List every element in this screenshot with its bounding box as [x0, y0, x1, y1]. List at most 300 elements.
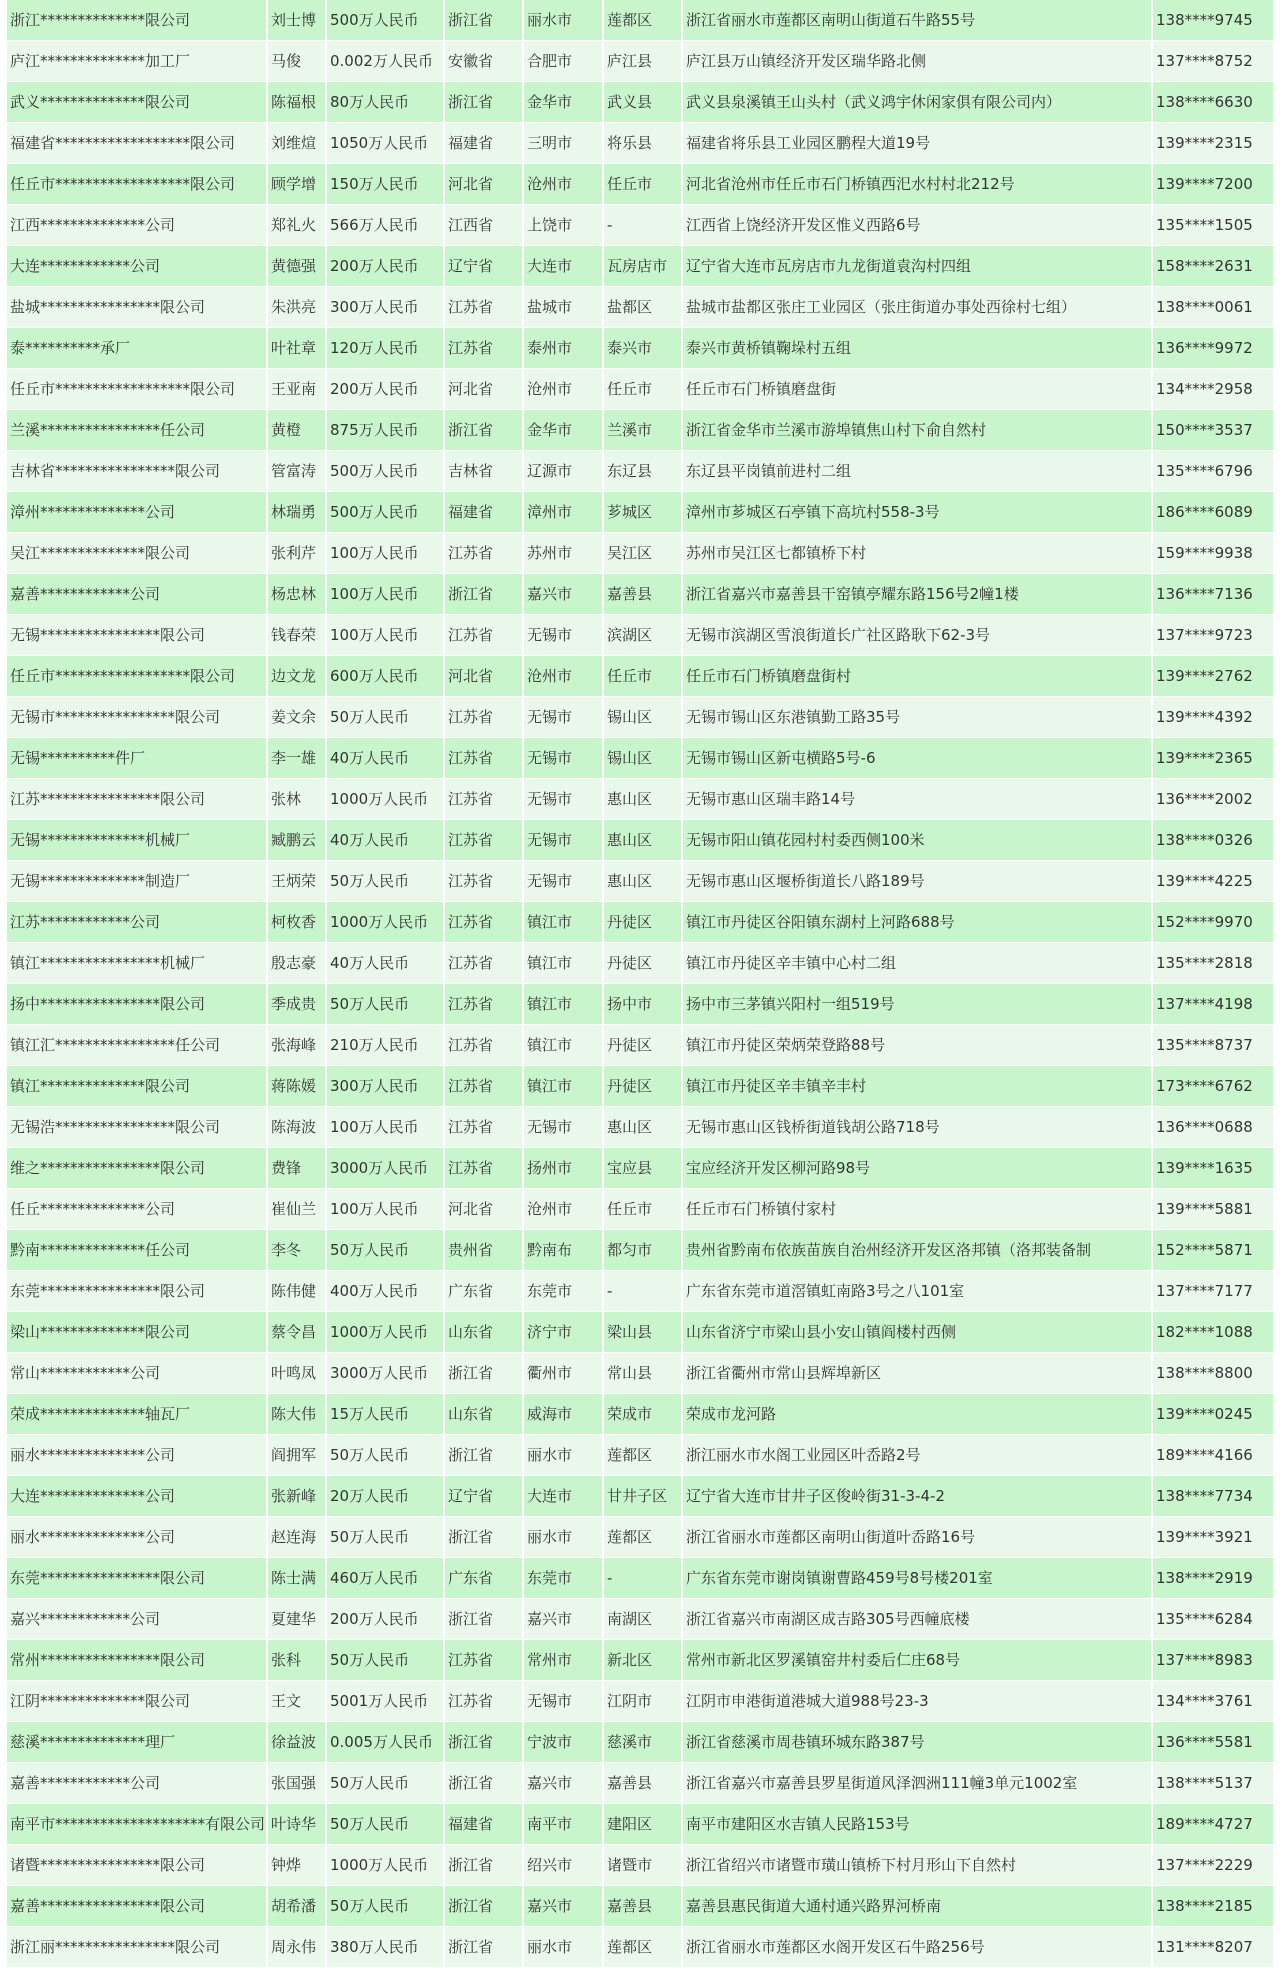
city-cell: 嘉兴市 — [524, 574, 604, 615]
registered-capital-cell: 50万人民币 — [327, 1435, 445, 1476]
table-row — [7, 369, 1273, 410]
company-name-cell: 武义**************限公司 — [7, 82, 268, 123]
district-cell: 新北区 — [604, 1640, 683, 1681]
province-cell: 河北省 — [445, 164, 524, 205]
phone-cell: 136****5581 — [1153, 1722, 1273, 1763]
company-name-cell: 无锡浩****************限公司 — [7, 1107, 268, 1148]
province-cell: 浙江省 — [445, 0, 524, 41]
company-name-cell: 江西**************公司 — [7, 205, 268, 246]
table-row — [7, 902, 1273, 943]
table-row — [7, 533, 1273, 574]
city-cell: 济宁市 — [524, 1312, 604, 1353]
phone-cell: 152****9970 — [1153, 902, 1273, 943]
province-cell: 浙江省 — [445, 574, 524, 615]
legal-representative-cell: 叶社章 — [268, 328, 327, 369]
legal-representative-cell: 陈福根 — [268, 82, 327, 123]
province-cell: 浙江省 — [445, 1763, 524, 1804]
legal-representative-cell: 张林 — [268, 779, 327, 820]
address-cell: 无锡市惠山区钱桥街道钱胡公路718号 — [683, 1107, 1153, 1148]
province-cell: 浙江省 — [445, 1435, 524, 1476]
company-name-cell: 大连************公司 — [7, 246, 268, 287]
legal-representative-cell: 钱春荣 — [268, 615, 327, 656]
province-cell: 江苏省 — [445, 820, 524, 861]
district-cell: - — [604, 1271, 683, 1312]
district-cell: 梁山县 — [604, 1312, 683, 1353]
district-cell: 武义县 — [604, 82, 683, 123]
city-cell: 无锡市 — [524, 738, 604, 779]
registered-capital-cell: 50万人民币 — [327, 1230, 445, 1271]
company-name-cell: 江苏************公司 — [7, 902, 268, 943]
district-cell: 南湖区 — [604, 1599, 683, 1640]
phone-cell: 150****3537 — [1153, 410, 1273, 451]
legal-representative-cell: 郑礼火 — [268, 205, 327, 246]
company-name-cell: 扬中****************限公司 — [7, 984, 268, 1025]
district-cell: 滨湖区 — [604, 615, 683, 656]
company-name-cell: 南平市********************有限公司 — [7, 1804, 268, 1845]
address-cell: 武义县泉溪镇王山头村（武义鸿宇休闲家俱有限公司内） — [683, 82, 1153, 123]
district-cell: 盐都区 — [604, 287, 683, 328]
address-cell: 辽宁省大连市瓦房店市九龙街道袁沟村四组 — [683, 246, 1153, 287]
company-name-cell: 大连**************公司 — [7, 1476, 268, 1517]
legal-representative-cell: 王炳荣 — [268, 861, 327, 902]
province-cell: 浙江省 — [445, 82, 524, 123]
address-cell: 任丘市石门桥镇付家村 — [683, 1189, 1153, 1230]
legal-representative-cell: 柯枚香 — [268, 902, 327, 943]
legal-representative-cell: 殷志豪 — [268, 943, 327, 984]
province-cell: 浙江省 — [445, 1927, 524, 1968]
district-cell: 任丘市 — [604, 164, 683, 205]
phone-cell: 137****2229 — [1153, 1845, 1273, 1886]
city-cell: 威海市 — [524, 1394, 604, 1435]
company-table-body — [7, 0, 1273, 1968]
city-cell: 苏州市 — [524, 533, 604, 574]
city-cell: 东莞市 — [524, 1271, 604, 1312]
table-row — [7, 1763, 1273, 1804]
province-cell: 福建省 — [445, 1804, 524, 1845]
legal-representative-cell: 陈士满 — [268, 1558, 327, 1599]
city-cell: 南平市 — [524, 1804, 604, 1845]
phone-cell: 137****8983 — [1153, 1640, 1273, 1681]
district-cell: 嘉善县 — [604, 574, 683, 615]
company-name-cell: 无锡市****************限公司 — [7, 697, 268, 738]
phone-cell: 139****2762 — [1153, 656, 1273, 697]
legal-representative-cell: 刘维煊 — [268, 123, 327, 164]
district-cell: 惠山区 — [604, 861, 683, 902]
phone-cell: 139****2365 — [1153, 738, 1273, 779]
table-row — [7, 943, 1273, 984]
district-cell: 诸暨市 — [604, 1845, 683, 1886]
company-name-cell: 无锡****************限公司 — [7, 615, 268, 656]
table-row — [7, 1517, 1273, 1558]
registered-capital-cell: 50万人民币 — [327, 1804, 445, 1845]
registered-capital-cell: 50万人民币 — [327, 1640, 445, 1681]
legal-representative-cell: 赵连海 — [268, 1517, 327, 1558]
address-cell: 镇江市丹徒区辛丰镇中心村二组 — [683, 943, 1153, 984]
address-cell: 无锡市锡山区新屯横路5号-6 — [683, 738, 1153, 779]
registered-capital-cell: 100万人民币 — [327, 533, 445, 574]
legal-representative-cell: 费锋 — [268, 1148, 327, 1189]
table-row — [7, 1476, 1273, 1517]
legal-representative-cell: 崔仙兰 — [268, 1189, 327, 1230]
registered-capital-cell: 80万人民币 — [327, 82, 445, 123]
legal-representative-cell: 叶鸣凤 — [268, 1353, 327, 1394]
province-cell: 江苏省 — [445, 1681, 524, 1722]
address-cell: 常州市新北区罗溪镇窑井村委后仁庄68号 — [683, 1640, 1153, 1681]
registered-capital-cell: 50万人民币 — [327, 697, 445, 738]
company-name-cell: 无锡**********件厂 — [7, 738, 268, 779]
district-cell: 将乐县 — [604, 123, 683, 164]
city-cell: 无锡市 — [524, 861, 604, 902]
registered-capital-cell: 1050万人民币 — [327, 123, 445, 164]
company-name-cell: 福建省******************限公司 — [7, 123, 268, 164]
district-cell: 莲都区 — [604, 0, 683, 41]
legal-representative-cell: 李冬 — [268, 1230, 327, 1271]
registered-capital-cell: 500万人民币 — [327, 492, 445, 533]
legal-representative-cell: 钟烨 — [268, 1845, 327, 1886]
legal-representative-cell: 叶诗华 — [268, 1804, 327, 1845]
registered-capital-cell: 0.005万人民币 — [327, 1722, 445, 1763]
district-cell: 宝应县 — [604, 1148, 683, 1189]
legal-representative-cell: 朱洪亮 — [268, 287, 327, 328]
city-cell: 泰州市 — [524, 328, 604, 369]
address-cell: 无锡市滨湖区雪浪街道长广社区路耿下62-3号 — [683, 615, 1153, 656]
address-cell: 辽宁省大连市甘井子区俊岭街31-3-4-2 — [683, 1476, 1153, 1517]
table-row — [7, 656, 1273, 697]
phone-cell: 138****0061 — [1153, 287, 1273, 328]
phone-cell: 138****0326 — [1153, 820, 1273, 861]
province-cell: 浙江省 — [445, 1845, 524, 1886]
registered-capital-cell: 600万人民币 — [327, 656, 445, 697]
table-row — [7, 1271, 1273, 1312]
registered-capital-cell: 1000万人民币 — [327, 902, 445, 943]
legal-representative-cell: 刘士博 — [268, 0, 327, 41]
address-cell: 浙江省嘉兴市嘉善县干窑镇亭耀东路156号2幢1楼 — [683, 574, 1153, 615]
legal-representative-cell: 王亚南 — [268, 369, 327, 410]
registered-capital-cell: 3000万人民币 — [327, 1148, 445, 1189]
table-row — [7, 574, 1273, 615]
table-row — [7, 1886, 1273, 1927]
legal-representative-cell: 臧鹏云 — [268, 820, 327, 861]
registered-capital-cell: 500万人民币 — [327, 451, 445, 492]
registered-capital-cell: 50万人民币 — [327, 861, 445, 902]
city-cell: 东莞市 — [524, 1558, 604, 1599]
phone-cell: 152****5871 — [1153, 1230, 1273, 1271]
registered-capital-cell: 50万人民币 — [327, 1886, 445, 1927]
address-cell: 贵州省黔南布依族苗族自治州经济开发区洛邦镇（洛邦装备制 — [683, 1230, 1153, 1271]
legal-representative-cell: 杨忠林 — [268, 574, 327, 615]
province-cell: 江苏省 — [445, 1107, 524, 1148]
district-cell: 都匀市 — [604, 1230, 683, 1271]
address-cell: 浙江省丽水市莲都区南明山街道叶岙路16号 — [683, 1517, 1153, 1558]
company-table — [7, 0, 1273, 1968]
company-table-container — [7, 0, 1273, 1968]
address-cell: 苏州市吴江区七都镇桥下村 — [683, 533, 1153, 574]
legal-representative-cell: 李一雄 — [268, 738, 327, 779]
legal-representative-cell: 夏建华 — [268, 1599, 327, 1640]
phone-cell: 173****6762 — [1153, 1066, 1273, 1107]
phone-cell: 134****2958 — [1153, 369, 1273, 410]
address-cell: 宝应经济开发区柳河路98号 — [683, 1148, 1153, 1189]
city-cell: 上饶市 — [524, 205, 604, 246]
legal-representative-cell: 王文 — [268, 1681, 327, 1722]
registered-capital-cell: 300万人民币 — [327, 287, 445, 328]
company-name-cell: 任丘市******************限公司 — [7, 164, 268, 205]
address-cell: 无锡市阳山镇花园村村委西侧100米 — [683, 820, 1153, 861]
phone-cell: 138****7734 — [1153, 1476, 1273, 1517]
province-cell: 浙江省 — [445, 1353, 524, 1394]
phone-cell: 138****9745 — [1153, 0, 1273, 41]
table-row — [7, 1845, 1273, 1886]
address-cell: 浙江省丽水市莲都区水阁开发区石牛路256号 — [683, 1927, 1153, 1968]
province-cell: 山东省 — [445, 1394, 524, 1435]
province-cell: 江苏省 — [445, 902, 524, 943]
city-cell: 宁波市 — [524, 1722, 604, 1763]
company-name-cell: 无锡**************机械厂 — [7, 820, 268, 861]
phone-cell: 137****7177 — [1153, 1271, 1273, 1312]
legal-representative-cell: 胡希潘 — [268, 1886, 327, 1927]
province-cell: 浙江省 — [445, 1722, 524, 1763]
table-row — [7, 984, 1273, 1025]
city-cell: 镇江市 — [524, 984, 604, 1025]
table-row — [7, 1599, 1273, 1640]
registered-capital-cell: 210万人民币 — [327, 1025, 445, 1066]
address-cell: 无锡市惠山区瑞丰路14号 — [683, 779, 1153, 820]
table-row — [7, 779, 1273, 820]
table-row — [7, 492, 1273, 533]
district-cell: 丹徒区 — [604, 902, 683, 943]
registered-capital-cell: 1000万人民币 — [327, 1845, 445, 1886]
province-cell: 贵州省 — [445, 1230, 524, 1271]
legal-representative-cell: 管富涛 — [268, 451, 327, 492]
address-cell: 江阴市申港街道港城大道988号23-3 — [683, 1681, 1153, 1722]
district-cell: 瓦房店市 — [604, 246, 683, 287]
address-cell: 浙江省绍兴市诸暨市璜山镇桥下村月形山下自然村 — [683, 1845, 1153, 1886]
company-name-cell: 泰**********承厂 — [7, 328, 268, 369]
province-cell: 安徽省 — [445, 41, 524, 82]
company-name-cell: 荣成**************轴瓦厂 — [7, 1394, 268, 1435]
table-row — [7, 1640, 1273, 1681]
province-cell: 浙江省 — [445, 1886, 524, 1927]
district-cell: 甘井子区 — [604, 1476, 683, 1517]
address-cell: 浙江省衢州市常山县辉埠新区 — [683, 1353, 1153, 1394]
province-cell: 江苏省 — [445, 287, 524, 328]
phone-cell: 138****2185 — [1153, 1886, 1273, 1927]
table-row — [7, 1066, 1273, 1107]
phone-cell: 138****5137 — [1153, 1763, 1273, 1804]
legal-representative-cell: 黄德强 — [268, 246, 327, 287]
table-row — [7, 1804, 1273, 1845]
city-cell: 沧州市 — [524, 1189, 604, 1230]
company-name-cell: 吴江**************限公司 — [7, 533, 268, 574]
company-name-cell: 镇江**************限公司 — [7, 1066, 268, 1107]
company-name-cell: 镇江汇****************任公司 — [7, 1025, 268, 1066]
province-cell: 江苏省 — [445, 1025, 524, 1066]
registered-capital-cell: 500万人民币 — [327, 0, 445, 41]
district-cell: 常山县 — [604, 1353, 683, 1394]
province-cell: 浙江省 — [445, 1599, 524, 1640]
district-cell: 兰溪市 — [604, 410, 683, 451]
legal-representative-cell: 徐益波 — [268, 1722, 327, 1763]
province-cell: 吉林省 — [445, 451, 524, 492]
district-cell: 扬中市 — [604, 984, 683, 1025]
registered-capital-cell: 20万人民币 — [327, 1476, 445, 1517]
registered-capital-cell: 5001万人民币 — [327, 1681, 445, 1722]
phone-cell: 137****8752 — [1153, 41, 1273, 82]
registered-capital-cell: 1000万人民币 — [327, 1312, 445, 1353]
table-row — [7, 697, 1273, 738]
address-cell: 浙江省慈溪市周巷镇环城东路387号 — [683, 1722, 1153, 1763]
table-row — [7, 1927, 1273, 1968]
address-cell: 浙江省金华市兰溪市游埠镇焦山村下俞自然村 — [683, 410, 1153, 451]
city-cell: 无锡市 — [524, 820, 604, 861]
phone-cell: 138****6630 — [1153, 82, 1273, 123]
registered-capital-cell: 300万人民币 — [327, 1066, 445, 1107]
legal-representative-cell: 陈大伟 — [268, 1394, 327, 1435]
legal-representative-cell: 阎拥军 — [268, 1435, 327, 1476]
company-name-cell: 无锡**************制造厂 — [7, 861, 268, 902]
table-row — [7, 164, 1273, 205]
city-cell: 三明市 — [524, 123, 604, 164]
address-cell: 扬中市三茅镇兴阳村一组519号 — [683, 984, 1153, 1025]
company-name-cell: 吉林省****************限公司 — [7, 451, 268, 492]
legal-representative-cell: 陈海波 — [268, 1107, 327, 1148]
district-cell: 丹徒区 — [604, 1025, 683, 1066]
phone-cell: 137****9723 — [1153, 615, 1273, 656]
registered-capital-cell: 100万人民币 — [327, 1107, 445, 1148]
phone-cell: 135****6796 — [1153, 451, 1273, 492]
table-row — [7, 246, 1273, 287]
company-name-cell: 嘉兴************公司 — [7, 1599, 268, 1640]
company-name-cell: 黔南**************任公司 — [7, 1230, 268, 1271]
province-cell: 江苏省 — [445, 533, 524, 574]
address-cell: 浙江省嘉兴市嘉善县罗星街道风泽泗洲111幢3单元1002室 — [683, 1763, 1153, 1804]
province-cell: 河北省 — [445, 656, 524, 697]
phone-cell: 134****3761 — [1153, 1681, 1273, 1722]
registered-capital-cell: 120万人民币 — [327, 328, 445, 369]
province-cell: 浙江省 — [445, 410, 524, 451]
district-cell: 丹徒区 — [604, 943, 683, 984]
registered-capital-cell: 0.002万人民币 — [327, 41, 445, 82]
district-cell: 建阳区 — [604, 1804, 683, 1845]
city-cell: 镇江市 — [524, 1066, 604, 1107]
legal-representative-cell: 张科 — [268, 1640, 327, 1681]
phone-cell: 135****1505 — [1153, 205, 1273, 246]
city-cell: 大连市 — [524, 246, 604, 287]
table-row — [7, 861, 1273, 902]
city-cell: 金华市 — [524, 82, 604, 123]
province-cell: 江西省 — [445, 205, 524, 246]
address-cell: 任丘市石门桥镇磨盘街村 — [683, 656, 1153, 697]
table-row — [7, 1189, 1273, 1230]
district-cell: - — [604, 1558, 683, 1599]
province-cell: 广东省 — [445, 1271, 524, 1312]
city-cell: 镇江市 — [524, 1025, 604, 1066]
table-row — [7, 287, 1273, 328]
address-cell: 任丘市石门桥镇磨盘街 — [683, 369, 1153, 410]
province-cell: 江苏省 — [445, 1640, 524, 1681]
legal-representative-cell: 蒋陈媛 — [268, 1066, 327, 1107]
registered-capital-cell: 150万人民币 — [327, 164, 445, 205]
city-cell: 绍兴市 — [524, 1845, 604, 1886]
phone-cell: 139****5881 — [1153, 1189, 1273, 1230]
table-row — [7, 0, 1273, 41]
address-cell: 东辽县平岗镇前进村二组 — [683, 451, 1153, 492]
table-row — [7, 451, 1273, 492]
registered-capital-cell: 200万人民币 — [327, 246, 445, 287]
registered-capital-cell: 200万人民币 — [327, 369, 445, 410]
province-cell: 广东省 — [445, 1558, 524, 1599]
phone-cell: 139****2315 — [1153, 123, 1273, 164]
city-cell: 衢州市 — [524, 1353, 604, 1394]
phone-cell: 189****4727 — [1153, 1804, 1273, 1845]
phone-cell: 135****8737 — [1153, 1025, 1273, 1066]
company-name-cell: 任丘市******************限公司 — [7, 656, 268, 697]
province-cell: 江苏省 — [445, 984, 524, 1025]
phone-cell: 182****1088 — [1153, 1312, 1273, 1353]
province-cell: 江苏省 — [445, 328, 524, 369]
table-row — [7, 1230, 1273, 1271]
city-cell: 镇江市 — [524, 943, 604, 984]
table-row — [7, 1107, 1273, 1148]
province-cell: 江苏省 — [445, 697, 524, 738]
city-cell: 盐城市 — [524, 287, 604, 328]
city-cell: 漳州市 — [524, 492, 604, 533]
company-name-cell: 任丘**************公司 — [7, 1189, 268, 1230]
phone-cell: 189****4166 — [1153, 1435, 1273, 1476]
company-name-cell: 丽水**************公司 — [7, 1517, 268, 1558]
district-cell: 丹徒区 — [604, 1066, 683, 1107]
province-cell: 江苏省 — [445, 779, 524, 820]
district-cell: 莲都区 — [604, 1927, 683, 1968]
address-cell: 无锡市锡山区东港镇勤工路35号 — [683, 697, 1153, 738]
table-row — [7, 1722, 1273, 1763]
legal-representative-cell: 黄橙 — [268, 410, 327, 451]
registered-capital-cell: 100万人民币 — [327, 1189, 445, 1230]
registered-capital-cell: 566万人民币 — [327, 205, 445, 246]
address-cell: 荣成市龙河路 — [683, 1394, 1153, 1435]
city-cell: 无锡市 — [524, 779, 604, 820]
company-name-cell: 漳州**************公司 — [7, 492, 268, 533]
phone-cell: 138****8800 — [1153, 1353, 1273, 1394]
district-cell: 惠山区 — [604, 779, 683, 820]
city-cell: 镇江市 — [524, 902, 604, 943]
province-cell: 浙江省 — [445, 1517, 524, 1558]
city-cell: 常州市 — [524, 1640, 604, 1681]
phone-cell: 158****2631 — [1153, 246, 1273, 287]
address-cell: 浙江省丽水市莲都区南明山街道石牛路55号 — [683, 0, 1153, 41]
province-cell: 福建省 — [445, 123, 524, 164]
registered-capital-cell: 380万人民币 — [327, 1927, 445, 1968]
company-name-cell: 东莞****************限公司 — [7, 1558, 268, 1599]
registered-capital-cell: 50万人民币 — [327, 984, 445, 1025]
company-name-cell: 浙江丽****************限公司 — [7, 1927, 268, 1968]
table-row — [7, 738, 1273, 779]
district-cell: 任丘市 — [604, 656, 683, 697]
legal-representative-cell: 季成贵 — [268, 984, 327, 1025]
company-name-cell: 常山************公司 — [7, 1353, 268, 1394]
company-name-cell: 兰溪****************任公司 — [7, 410, 268, 451]
address-cell: 镇江市丹徒区辛丰镇辛丰村 — [683, 1066, 1153, 1107]
company-name-cell: 江苏****************限公司 — [7, 779, 268, 820]
city-cell: 沧州市 — [524, 656, 604, 697]
company-name-cell: 庐江**************加工厂 — [7, 41, 268, 82]
table-row — [7, 1353, 1273, 1394]
district-cell: 锡山区 — [604, 738, 683, 779]
city-cell: 辽源市 — [524, 451, 604, 492]
district-cell: 芗城区 — [604, 492, 683, 533]
address-cell: 广东省东莞市谢岗镇谢曹路459号8号楼201室 — [683, 1558, 1153, 1599]
province-cell: 福建省 — [445, 492, 524, 533]
